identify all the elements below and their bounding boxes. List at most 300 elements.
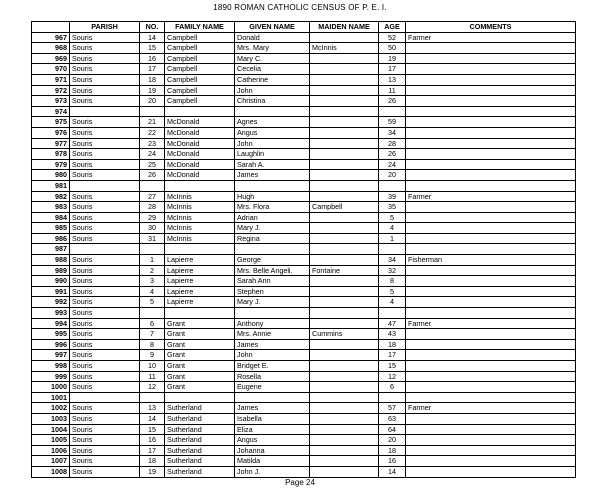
comments-cell [406,223,576,234]
family-name-cell: Lapierre [165,265,235,276]
parish-cell: Souris [70,403,140,414]
maiden-name-cell [310,435,379,446]
number-cell: 5 [140,297,165,308]
family-name-cell [165,392,235,403]
given-name-cell [235,180,310,191]
maiden-name-cell [310,413,379,424]
table-row [32,435,576,446]
parish-cell: Souris [70,202,140,213]
table-row [32,286,576,297]
comments-cell [406,138,576,149]
maiden-name-cell [310,276,379,287]
number-cell: 7 [140,329,165,340]
maiden-name-cell [310,371,379,382]
parish-cell: Souris [70,149,140,160]
parish-cell [70,392,140,403]
given-name-cell: Rosella [235,371,310,382]
age-cell [379,180,406,191]
age-cell [379,392,406,403]
number-cell: 3 [140,276,165,287]
parish-cell: Souris [70,382,140,393]
age-cell: 50 [379,43,406,54]
number-cell: 29 [140,212,165,223]
comments-cell [406,424,576,435]
age-cell: 4 [379,297,406,308]
table-row [32,382,576,393]
given-name-cell: Mary C. [235,53,310,64]
number-cell: 24 [140,149,165,160]
parish-cell: Souris [70,456,140,467]
table-row [32,180,576,191]
table-row [32,339,576,350]
row-number-cell: 978 [32,149,70,160]
row-number-cell: 982 [32,191,70,202]
given-name-cell: Angus [235,435,310,446]
age-cell: 16 [379,456,406,467]
family-name-cell: McDonald [165,149,235,160]
family-name-cell: Grant [165,350,235,361]
maiden-name-cell [310,117,379,128]
row-number-cell: 981 [32,180,70,191]
maiden-name-cell [310,286,379,297]
maiden-name-cell [310,392,379,403]
parish-cell: Souris [70,297,140,308]
family-name-cell [165,244,235,255]
comments-cell [406,149,576,160]
maiden-name-cell [310,149,379,160]
parish-cell: Souris [70,233,140,244]
comments-cell [406,392,576,403]
maiden-name-cell [310,191,379,202]
parish-cell: Souris [70,64,140,75]
family-name-cell: Sutherland [165,424,235,435]
family-name-cell: McInnis [165,212,235,223]
age-cell: 32 [379,265,406,276]
census-table [31,21,576,478]
parish-cell: Souris [70,329,140,340]
maiden-name-cell [310,223,379,234]
maiden-name-cell [310,382,379,393]
row-number-cell: 989 [32,265,70,276]
age-cell: 24 [379,159,406,170]
table-row [32,297,576,308]
table-row [32,32,576,43]
given-name-cell [235,244,310,255]
parish-cell: Souris [70,265,140,276]
row-number-cell: 1003 [32,413,70,424]
age-cell: 13 [379,74,406,85]
given-name-cell: James [235,170,310,181]
maiden-name-cell [310,159,379,170]
row-number-cell: 973 [32,96,70,107]
number-cell: 19 [140,85,165,96]
given-name-cell: John [235,350,310,361]
family-name-cell: McDonald [165,159,235,170]
number-cell: 20 [140,96,165,107]
age-cell: 34 [379,255,406,266]
family-name-cell: McDonald [165,170,235,181]
given-name-cell: Angus [235,127,310,138]
table-row [32,255,576,266]
parish-cell: Souris [70,318,140,329]
row-number-cell: 988 [32,255,70,266]
row-number-cell: 991 [32,286,70,297]
number-cell: 17 [140,445,165,456]
parish-cell: Souris [70,74,140,85]
family-name-cell: Sutherland [165,456,235,467]
maiden-name-cell: McInnis [310,43,379,54]
comments-cell [406,276,576,287]
given-name-cell: Sarah A. [235,159,310,170]
family-name-cell: McInnis [165,233,235,244]
family-name-cell: Grant [165,339,235,350]
age-cell: 19 [379,53,406,64]
age-cell: 47 [379,318,406,329]
given-name-cell: Donald [235,32,310,43]
comments-cell [406,329,576,340]
given-name-cell: James [235,339,310,350]
census-body [32,32,576,477]
maiden-name-cell [310,106,379,117]
number-cell: 2 [140,265,165,276]
row-number-cell: 1001 [32,392,70,403]
table-row [32,43,576,54]
age-cell: 11 [379,85,406,96]
comments-cell [406,74,576,85]
parish-cell: Souris [70,466,140,477]
age-cell: 34 [379,127,406,138]
row-number-cell: 971 [32,74,70,85]
row-number-cell: 969 [32,53,70,64]
table-row [32,392,576,403]
comments-cell [406,297,576,308]
given-name-cell: Mrs. Annie [235,329,310,340]
comments-cell [406,265,576,276]
header-parish: PARISH [70,22,140,33]
maiden-name-cell [310,170,379,181]
number-cell: 4 [140,286,165,297]
maiden-name-cell [310,180,379,191]
age-cell: 20 [379,170,406,181]
age-cell: 1 [379,233,406,244]
parish-cell: Souris [70,435,140,446]
maiden-name-cell: Campbell [310,202,379,213]
maiden-name-cell [310,74,379,85]
parish-cell: Souris [70,361,140,372]
maiden-name-cell [310,350,379,361]
row-number-cell: 986 [32,233,70,244]
given-name-cell: Johanna [235,445,310,456]
family-name-cell: Campbell [165,43,235,54]
table-row [32,456,576,467]
family-name-cell: Sutherland [165,403,235,414]
maiden-name-cell [310,445,379,456]
family-name-cell: Grant [165,318,235,329]
table-row [32,223,576,234]
number-cell: 16 [140,53,165,64]
row-number-cell: 985 [32,223,70,234]
age-cell [379,308,406,319]
table-row [32,149,576,160]
row-number-cell: 970 [32,64,70,75]
table-row [32,403,576,414]
given-name-cell: John [235,138,310,149]
family-name-cell: McInnis [165,191,235,202]
given-name-cell: Matilda [235,456,310,467]
row-number-cell: 972 [32,85,70,96]
comments-cell [406,170,576,181]
table-row [32,265,576,276]
family-name-cell: Grant [165,329,235,340]
comments-cell: Fisherman [406,255,576,266]
given-name-cell: Sarah Ann [235,276,310,287]
table-row [32,308,576,319]
header-maiden-name: MAIDEN NAME [310,22,379,33]
comments-cell: Farmer [406,32,576,43]
family-name-cell: Campbell [165,85,235,96]
row-number-cell: 987 [32,244,70,255]
number-cell: 22 [140,127,165,138]
parish-cell: Souris [70,371,140,382]
parish-cell: Souris [70,32,140,43]
table-row [32,106,576,117]
age-cell: 6 [379,382,406,393]
number-cell: 18 [140,74,165,85]
given-name-cell: Mary J. [235,223,310,234]
table-row [32,445,576,456]
comments-cell [406,117,576,128]
table-row [32,170,576,181]
number-cell: 31 [140,233,165,244]
header-given-name: GIVEN NAME [235,22,310,33]
table-row [32,53,576,64]
given-name-cell: Anthony [235,318,310,329]
comments-cell [406,85,576,96]
family-name-cell [165,180,235,191]
comments-cell [406,308,576,319]
given-name-cell: Eugene [235,382,310,393]
comments-cell [406,350,576,361]
row-number-cell: 1000 [32,382,70,393]
comments-cell [406,127,576,138]
age-cell: 59 [379,117,406,128]
row-number-cell: 995 [32,329,70,340]
age-cell: 28 [379,138,406,149]
age-cell: 63 [379,413,406,424]
maiden-name-cell [310,64,379,75]
table-row [32,413,576,424]
given-name-cell: George [235,255,310,266]
table-row [32,276,576,287]
given-name-cell: Christina [235,96,310,107]
family-name-cell: McInnis [165,223,235,234]
given-name-cell: Laughlin [235,149,310,160]
table-row [32,127,576,138]
number-cell: 8 [140,339,165,350]
page-title: 1890 ROMAN CATHOLIC CENSUS OF P. E. I. [213,3,387,12]
family-name-cell: McDonald [165,138,235,149]
number-cell: 1 [140,255,165,266]
maiden-name-cell [310,255,379,266]
age-cell [379,244,406,255]
number-cell [140,244,165,255]
table-row [32,371,576,382]
age-cell: 43 [379,329,406,340]
number-cell: 19 [140,466,165,477]
table-row [32,244,576,255]
age-cell: 8 [379,276,406,287]
comments-cell [406,202,576,213]
parish-cell: Souris [70,43,140,54]
comments-cell: Farmer [406,191,576,202]
row-number-cell: 998 [32,361,70,372]
age-cell: 20 [379,435,406,446]
family-name-cell: McInnis [165,202,235,213]
header-family-name: FAMILY NAME [165,22,235,33]
table-row [32,361,576,372]
given-name-cell: Hugh [235,191,310,202]
row-number-cell: 975 [32,117,70,128]
row-number-cell: 997 [32,350,70,361]
maiden-name-cell [310,339,379,350]
comments-cell [406,244,576,255]
parish-cell: Souris [70,308,140,319]
parish-cell [70,106,140,117]
number-cell: 16 [140,435,165,446]
family-name-cell [165,106,235,117]
header-row-number [32,22,70,33]
comments-cell: Farmer [406,403,576,414]
maiden-name-cell: Cummins [310,329,379,340]
row-number-cell: 994 [32,318,70,329]
family-name-cell: Grant [165,371,235,382]
given-name-cell: Cecelia [235,64,310,75]
row-number-cell: 967 [32,32,70,43]
given-name-cell: Isabella [235,413,310,424]
age-cell: 15 [379,361,406,372]
comments-cell [406,339,576,350]
family-name-cell: Campbell [165,74,235,85]
maiden-name-cell [310,127,379,138]
parish-cell: Souris [70,413,140,424]
table-row [32,74,576,85]
row-number-cell: 996 [32,339,70,350]
comments-cell [406,96,576,107]
parish-cell: Souris [70,223,140,234]
given-name-cell: Regina [235,233,310,244]
table-row [32,318,576,329]
row-number-cell: 999 [32,371,70,382]
number-cell: 10 [140,361,165,372]
comments-cell: Farmer [406,318,576,329]
given-name-cell: John [235,85,310,96]
family-name-cell [165,308,235,319]
number-cell: 6 [140,318,165,329]
maiden-name-cell [310,361,379,372]
age-cell: 18 [379,445,406,456]
row-number-cell: 990 [32,276,70,287]
row-number-cell: 984 [32,212,70,223]
row-number-cell: 977 [32,138,70,149]
age-cell: 4 [379,223,406,234]
family-name-cell: Grant [165,382,235,393]
number-cell: 14 [140,413,165,424]
age-cell [379,106,406,117]
table-row [32,466,576,477]
row-number-cell: 1002 [32,403,70,414]
parish-cell: Souris [70,85,140,96]
table-row [32,64,576,75]
number-cell: 28 [140,202,165,213]
table-row [32,117,576,128]
header-row [32,22,576,33]
given-name-cell: Eliza [235,424,310,435]
age-cell: 5 [379,212,406,223]
table-row [32,202,576,213]
given-name-cell: Mary J. [235,297,310,308]
number-cell: 23 [140,138,165,149]
row-number-cell: 1006 [32,445,70,456]
given-name-cell: John J. [235,466,310,477]
header-age: AGE [379,22,406,33]
maiden-name-cell [310,212,379,223]
parish-cell: Souris [70,138,140,149]
row-number-cell: 1008 [32,466,70,477]
family-name-cell: Lapierre [165,297,235,308]
number-cell: 25 [140,159,165,170]
comments-cell [406,466,576,477]
parish-cell: Souris [70,424,140,435]
row-number-cell: 1005 [32,435,70,446]
comments-cell [406,361,576,372]
given-name-cell [235,308,310,319]
number-cell: 15 [140,43,165,54]
row-number-cell: 992 [32,297,70,308]
family-name-cell: Grant [165,361,235,372]
number-cell: 9 [140,350,165,361]
parish-cell: Souris [70,53,140,64]
comments-cell [406,456,576,467]
maiden-name-cell: Fontaine [310,265,379,276]
family-name-cell: McDonald [165,117,235,128]
age-cell: 57 [379,403,406,414]
table-row [32,159,576,170]
given-name-cell: James [235,403,310,414]
family-name-cell: McDonald [165,127,235,138]
parish-cell: Souris [70,445,140,456]
comments-cell [406,233,576,244]
given-name-cell: Mrs. Mary [235,43,310,54]
comments-cell [406,445,576,456]
parish-cell: Souris [70,159,140,170]
maiden-name-cell [310,32,379,43]
family-name-cell: Sutherland [165,466,235,477]
maiden-name-cell [310,456,379,467]
parish-cell: Souris [70,170,140,181]
parish-cell [70,180,140,191]
family-name-cell: Lapierre [165,276,235,287]
row-number-cell: 993 [32,308,70,319]
comments-cell [406,53,576,64]
age-cell: 26 [379,149,406,160]
row-number-cell: 980 [32,170,70,181]
number-cell: 13 [140,403,165,414]
comments-cell [406,371,576,382]
header-no: NO. [140,22,165,33]
age-cell: 12 [379,371,406,382]
given-name-cell: Bridget E. [235,361,310,372]
table-row [32,191,576,202]
